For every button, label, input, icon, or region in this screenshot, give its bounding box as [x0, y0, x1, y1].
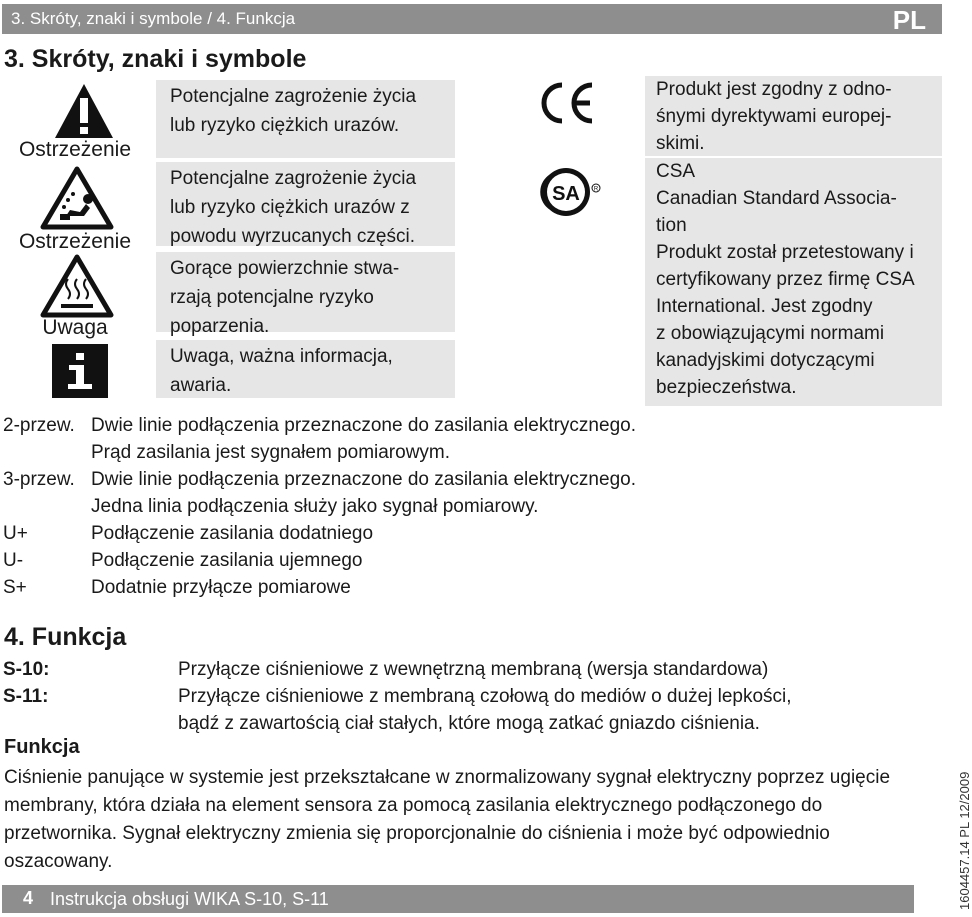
- section-4-title: 4. Funkcja: [4, 623, 127, 651]
- symbol-row-warning: [0, 80, 460, 160]
- abbreviation-row: 3-przew. Dwie linie podłączenia przeznaczone do zasilania elektrycznego.: [3, 469, 636, 490]
- csa-mark-icon: [540, 164, 602, 220]
- symbol-description: Uwaga, ważna informacja, awaria.: [156, 340, 455, 398]
- abbreviation-row: S+ Dodatnie przyłącze pomiarowe: [3, 577, 351, 598]
- certification-description-ce: Produkt jest zgodny z odno- śnymi dyrektywami europej- skimi.: [645, 76, 942, 156]
- function-heading: Funkcja: [4, 736, 80, 758]
- hot-surface-warning-icon: [40, 254, 114, 318]
- symbol-row-hot-surface: [0, 252, 460, 338]
- model-row: bądź z zawartością ciał stałych, które mogą zatkać gniazdo ciśnienia.: [178, 713, 760, 734]
- symbol-description: Potencjalne zagrożenie życia lub ryzyko ciężkich urazów.: [156, 80, 455, 158]
- symbol-row-ejected-parts: [0, 162, 460, 253]
- svg-text:R: R: [593, 186, 599, 193]
- document-code: 1604457.14 PL 12/2009: [957, 771, 972, 910]
- symbol-row-info: [0, 340, 460, 398]
- symbol-description: Gorące powierzchnie stwa- rzają potencjalne ryzyko poparzenia.: [156, 252, 455, 332]
- breadcrumb: 3. Skróty, znaki i symbole / 4. Funkcja: [11, 9, 296, 28]
- document-title: Instrukcja obsługi WIKA S-10, S-11: [50, 889, 329, 909]
- symbol-caption: Ostrzeżenie: [18, 230, 132, 253]
- section-3-title: 3. Skróty, znaki i symbole: [4, 45, 307, 73]
- page-number: 4: [23, 888, 34, 908]
- certification-description-csa: CSA Canadian Standard Associa- tion Produkt został przetestowany i certyfikowany przez firmę CSA International. Jest zgodny z obowiązującymi normami kanadyjskimi dotyczącymi bezpieczeństwa.: [645, 158, 942, 406]
- abbreviation-row: Prąd zasilania jest sygnałem pomiarowym.: [91, 442, 451, 463]
- symbol-description: Potencjalne zagrożenie życia lub ryzyko ciężkich urazów z powodu wyrzucanych części.: [156, 162, 455, 246]
- svg-text:SA: SA: [552, 183, 580, 205]
- danger-exclamation-icon: [53, 82, 115, 140]
- footer-bar: [2, 885, 914, 913]
- symbol-caption: Uwaga: [42, 316, 108, 339]
- abbreviation-row: 2-przew. Dwie linie podłączenia przeznaczone do zasilania elektrycznego.: [3, 415, 636, 436]
- language-badge: PL: [892, 5, 926, 35]
- model-row: S-11: Przyłącze ciśnieniowe z membraną czołową do mediów o dużej lepkości,: [3, 686, 792, 707]
- ce-mark-icon: [537, 79, 597, 127]
- function-paragraph: Ciśnienie panujące w systemie jest przekształcane w znormalizowany sygnał elektryczny poprzez ugięcie membrany, która działa na element sensora za pomocą zasilania elektrycznego podłączonego do przetwornika. Sygnał elektryczny zmienia się proporcjonalnie do ciśnienia i może być odpowiednio oszacowany.: [4, 767, 891, 872]
- header-bar: [2, 4, 942, 34]
- info-icon: [52, 344, 108, 398]
- symbol-caption: Ostrzeżenie: [18, 138, 132, 161]
- abbreviation-row: Jedna linia podłączenia służy jako sygnał pomiarowy.: [91, 496, 539, 517]
- abbreviation-row: U- Podłączenie zasilania ujemnego: [3, 550, 363, 571]
- ejected-parts-warning-icon: [40, 166, 114, 230]
- model-row: S-10: Przyłącze ciśnieniowe z wewnętrzną membraną (wersja standardowa): [3, 659, 769, 680]
- abbreviation-row: U+ Podłączenie zasilania dodatniego: [3, 523, 374, 544]
